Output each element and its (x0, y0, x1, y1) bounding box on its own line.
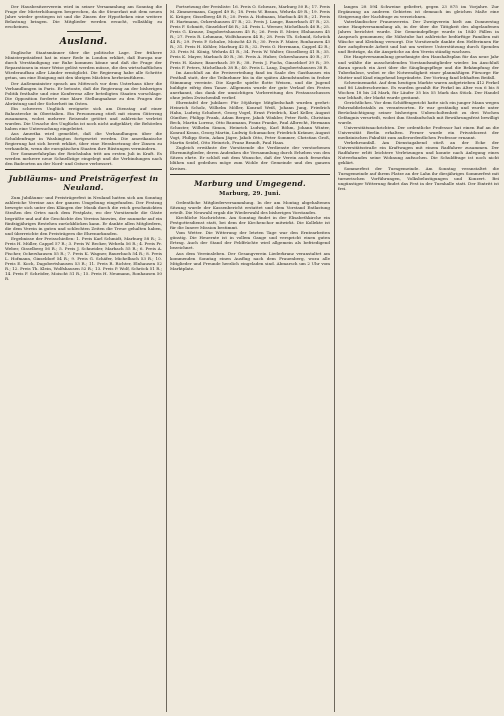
article-paragraph: Ergebnisse der Preisschießen: 1. Preis Karl Schmidt, Marburg 58 R.; 2. Preis H. Müller, Cappel 57 R.; 3. Preis W. Becker, Wehrda 56 R.; 4. Preis Fr. Weber, Gisselberg 56 R.; 5. Preis J. Schneider, Marbach 55 R.; 6. Preis A. Fischer, Ockershausen 55 R.; 7. Preis K. Wagner, Bauerbach 54 R.; 8. Preis L. Hofmann, Ginseldorf 54 R.; 9. Preis G. Schäfer, Michelbach 53 R.; 10. Preis E. Koch, Dagobertshausen 53 R.; 11. Preis R. Richter, Elnhausen 52 R.; 12. Preis Th. Klein, Wolfshausen 52 R.; 13. Preis P. Wolf, Schröck 51 R.; 14. Preis F. Schröder, Moischt 51 R.; 15. Preis H. Neumann, Ronhausen 50 R. (5, 235, 162, 282)
article-paragraph: Ein schweres Unglück ereignete sich am Dienstag auf einer Bahnstrecke in Oberitalien. Ein Personenzug stieß mit einem Güterzug zusammen, wobei mehrere Reisende getötet und zahlreiche verletzt wurden. Die Ursache des Unglücks ist noch nicht aufgeklärt; die Behörden haben eine Untersuchung eingeleitet. (5, 105, 162, 131)
article-paragraph: Universitätsnachrichten. Der ordentliche Professor hat einen Ruf an die Universität Berlin erhalten. Ferner wurde ein Privatdozent der medizinischen Fakultät zum außerordentlichen Professor ernannt. (338, 125, 499, 141)
article-paragraph: langen 28 594 Schweine geliefert, gegen 23 875 im Vorjahre. Zur Ergänzung an anderen Gebieten ist demnach im gleichen Maße eine Steigerung der Nachfrage zu verzeichnen. (338, 4, 499, 20)
article-paragraph: Fortsetzung der Preisliste: 16. Preis O. Schwarz, Marburg 50 R.; 17. Preis M. Zimmermann, Cappel 49 R.; 18. Preis W. Braun, Wehrda 49 R.; 19. Preis K. Krüger, Gisselberg 48 R.; 20. Preis A. Hofmann, Marbach 48 R.; 21. Preis H. Hartmann, Ockershausen 47 R.; 22. Preis J. Lange, Bauerbach 47 R.; 23. Preis F. Schmitt, Ginseldorf 46 R.; 24. Preis L. Werner, Michelbach 46 R.; 25. Preis G. Krause, Dagobertshausen 45 R.; 26. Preis E. Meier, Elnhausen 45 R.; 27. Preis R. Lehmann, Wolfshausen 44 R.; 28. Preis Th. Schmid, Schröck 44 R.; 29. Preis P. Schulze, Moischt 43 R.; 30. Preis F. Maier, Ronhausen 43 R.; 31. Preis H. Köhler, Marburg 42 R.; 32. Preis O. Herrmann, Cappel 42 R.; 33. Preis M. König, Wehrda 41 R.; 34. Preis W. Walter, Gisselberg 41 R.; 35. Preis K. Mayer, Marbach 40 R.; 36. Preis A. Huber, Ockershausen 40 R.; 37. Preis H. Kaiser, Bauerbach 39 R.; 38. Preis J. Fuchs, Ginseldorf 39 R.; 39. Preis F. Peters, Michelbach 38 R.; 40. Preis L. Lang, Dagobertshausen 38 R. (170, 4, 330, 70)
section-heading-marburg: Marburg und Umgegend. (194, 178, 306, 188)
separator-rule (170, 174, 330, 175)
separator-rule (5, 169, 162, 170)
article-paragraph: Vom Wetter. Die Witterung der letzten Tage war den Erntearbeiten günstig. Die Heuernte ist in vollem Gange und verspricht einen guten Ertrag. Auch der Stand der Feldfrüchte wird allgemein als befriedigend bezeichnet. (170, 230, 330, 251)
article-paragraph: Englische Staatsmänner über die politische Lage. Der frühere Ministerpräsident hat in einer Rede in London erklärt, daß Europa nur durch Verständigung zur Ruhe kommen könne und daß die Frage der Reparationen in einer Weise gelöst werden müsse, die den wirtschaftlichen Wiederaufbau aller Länder ermöglicht. Die Regierung habe alle Schritte getan, um eine Einigung mit den übrigen Mächten herbeizuführen. (5, 50, 162, 81)
column-3 (338, 4, 499, 712)
article-paragraph: Die Hauptversammlung genehmigte den Haushaltsplan für das neue Jahr und wählte die ausscheidenden Vorstandsmitglieder wieder. Im Anschluß daran sprach ein Arzt über die Säuglingspflege und die Bekämpfung der Tuberkulose, wobei er die Notwendigkeit einer planmäßigen Fürsorge für Mutter und Kind eingehend begründete. Der Vortrag fand lebhaften Beifall. (338, 54, 499, 80)
column-rule (166, 4, 167, 712)
article-paragraph: Ehrentafel der Jubilare: Für 50jährige Mitgliedschaft wurden geehrt: Heinrich Scholz, Wilhelm Möller, Konrad Weiß, Johann Jung, Friedrich Hahn, Ludwig Schubert, Georg Vogel, Ernst Friedrich, Karl Keller, August Günther, Philipp Frank, Adam Berger, Jakob Winkler, Peter Roth, Christian Beck, Martin Lorenz, Otto Baumann, Franz Franke, Paul Albrecht, Hermann Schuster, Wilhelm Simon, Heinrich Ludwig, Karl Böhm, Johann Winter, Konrad Kraus, Georg Martin, Ludwig Schumacher, Friedrich Krämer, August Vogt, Philipp Stein, Adam Jäger, Jakob Otto, Peter Sommer, Christian Groß, Martin Seidel, Otto Heinrich, Franz Brandt, Paul Haas. (170, 99, 330, 146)
article-paragraph: Gerichtliches. Vor dem Schöffengericht hatte sich ein junger Mann wegen Fahrraddiebstahls zu verantworten. Er war geständig und wurde unter Berücksichtigung seiner bisherigen Unbescholtenheit zu drei Wochen Gefängnis verurteilt, wobei ihm Strafaufschub mit Bewährungsfrist bewilligt wurde. (338, 99, 499, 126)
separator-rule (67, 31, 101, 32)
article-paragraph: Zugleich erwähnte der Vorsitzende die Verdienste der verstorbenen Ehrenmitglieder, deren Andenken die Versammlung durch Erheben von den Sitzen ehrte. Er schloß mit dem Wunsche, daß der Verein auch fernerhin blühen und gedeihen möge zum Wohle der Gemeinde und des ganzen Kreises. (170, 145, 330, 171)
article-paragraph: Vaterländischer Frauenverein. Der Zweigverein hielt am Donnerstag seine Hauptversammlung ab, in der über die Tätigkeit des abgelaufenen Jahres berichtet wurde. Die Gemeindepflege wurde in 1840 Fällen in Anspruch genommen; die Nähstube hat zahlreiche bedürftige Familien mit Wäsche und Kleidung versorgt. Die Vorsitzende dankte den Helferinnen für ihre aufopfernde Arbeit und bat um weitere Unterstützung durch Spenden und Beiträge, da die Ansprüche an den Verein ständig wachsen. (338, 19, 499, 55)
article-paragraph: Kirchliche Nachrichten. Am Sonntag findet in der Elisabethkirche ein Festgottesdienst statt, bei dem der Kirchenchor mitwirkt. Die Kollekte ist für die Innere Mission bestimmt. (170, 215, 330, 231)
article-paragraph: Aus Amerika wird gemeldet, daß die Verhandlungen über die Schuldenfrage in Washington fortgesetzt werden. Die amerikanische Regierung hat sich bereit erklärt, über eine Herabsetzung der Zinsen zu verhandeln, wenn die europäischen Staaten ihre Rüstungen vermindern. (5, 130, 162, 152)
section-heading-ausland: Ausland. (59, 36, 108, 48)
article-paragraph: Ordentliche Mitgliederversammlung. In der am Montag abgehaltenen Sitzung wurde der Kassenbericht erstattet und dem Vorstand Entlastung erteilt. Die Neuwahl ergab die Wiederwahl des bisherigen Vorstandes. (170, 200, 330, 216)
article-paragraph: Sommerfest der Turngemeinde. Am Sonntag veranstaltet die Turngemeinde auf ihrem Platze an der Lahn ihr diesjähriges Sommerfest mit turnerischen Vorführungen, Volksbelustigungen und Konzert. Bei ungünstiger Witterung findet das Fest in der Turnhalle statt. Der Eintritt ist frei. (338, 165, 499, 191)
article-paragraph: Zum Jubiläums- und Preisträgerfest in Neuland hatten sich am Sonntag zahlreiche Vereine aus der ganzen Umgebung eingefunden. Der Festzug bewegte sich unter den Klängen der Musik durch die reich geschmückten Straßen des Ortes nach dem Festplatz, wo der Vorsitzende die Gäste begrüßte und auf die Geschichte des Vereins hinwies, der nunmehr auf ein fünfzigjähriges Bestehen zurückblicken kann. Er dankte allen Mitgliedern, die dem Verein in guten und schlechten Zeiten die Treue gehalten haben, und überreichte den Preisträgern die Ehrenurkunden. (5, 195, 162, 236)
article-paragraph: Im Anschluß an die Preisverteilung fand im Saale des Gasthauses ein Festball statt, der die Teilnehmer bis in die späten Abendstunden in froher Stimmung vereinte. Die Kapelle spielte flotte Weisen, und die Jugend huldigte eifrig dem Tanze. Allgemein wurde der gute Verlauf des Festes anerkannt, das dank der umsichtigen Vorbereitung des Festausschusses ohne jeden Zwischenfall verlief. (170, 69, 330, 100)
article-paragraph: Verkehrsunfall. Am Dienstagabend stieß an der Ecke der Universitätsstraße ein Kraftwagen mit einem Radfahrer zusammen. Der Radfahrer erlitt leichtere Verletzungen und konnte nach Anlegung eines Notverbandes seine Wohnung aufsuchen. Die Schuldfrage ist noch nicht geklärt. (338, 140, 499, 166)
article-paragraph: Der Außenminister sprach am Mittwoch vor dem Unterhaus über die Verhandlungen in Paris. Er betonte, daß die Regierung an der bisherigen Politik festhalte und eine Konferenz aller beteiligten Staaten vorschlage. Die Opposition forderte eine klare Stellungnahme zu den Fragen der Abrüstung und der Sicherheit im Osten. (5, 80, 162, 106)
dateline: Marburg, 29. Juni. (219, 190, 281, 197)
article-paragraph: Der Hausbesitzerverein wird in seiner Versammlung am Sonntag die Frage der Mieterhöhungen besprechen, da die Steuerlast mit dem neuen Jahre wieder gestiegen ist und die Zinsen der Hypotheken eine weitere Belastung bringen. Die Mitglieder werden ersucht, vollzählig zu erscheinen. (5, 4, 162, 30)
column-2 (170, 4, 330, 712)
article-paragraph: Aus dem Vereinsleben. Der Gesangverein Liederkranz veranstaltet am kommenden Sonntag einen Ausflug nach dem Frauenberg, wozu alle Mitglieder und Freunde herzlich eingeladen sind. Abmarsch um 2 Uhr vom Marktplatz. (170, 250, 330, 271)
column-1 (5, 4, 162, 712)
article-paragraph: Schweinemarkt. Auf dem heutigen Markte waren aufgetrieben 412 Ferkel und 86 Läuferschweine. Es wurden gezahlt für Ferkel im Alter von 6 bis 8 Wochen 18 bis 24 Mark, für Läufer 35 bis 55 Mark das Stück. Der Handel war lebhaft, der Markt wurde geräumt. (338, 79, 499, 100)
article-paragraph: Der Sommerfahrplan der Reichsbahn tritt am ersten Juli in Kraft. Es werden mehrere neue Schnellzüge eingelegt und die Verbindungen nach den Badeorten an der Nord- und Ostsee verbessert. (5, 151, 162, 167)
section-heading-jubilaeum: Jubiläums- und Preisträgerfest in Neuland. (8, 174, 159, 193)
column-rule (334, 4, 335, 712)
